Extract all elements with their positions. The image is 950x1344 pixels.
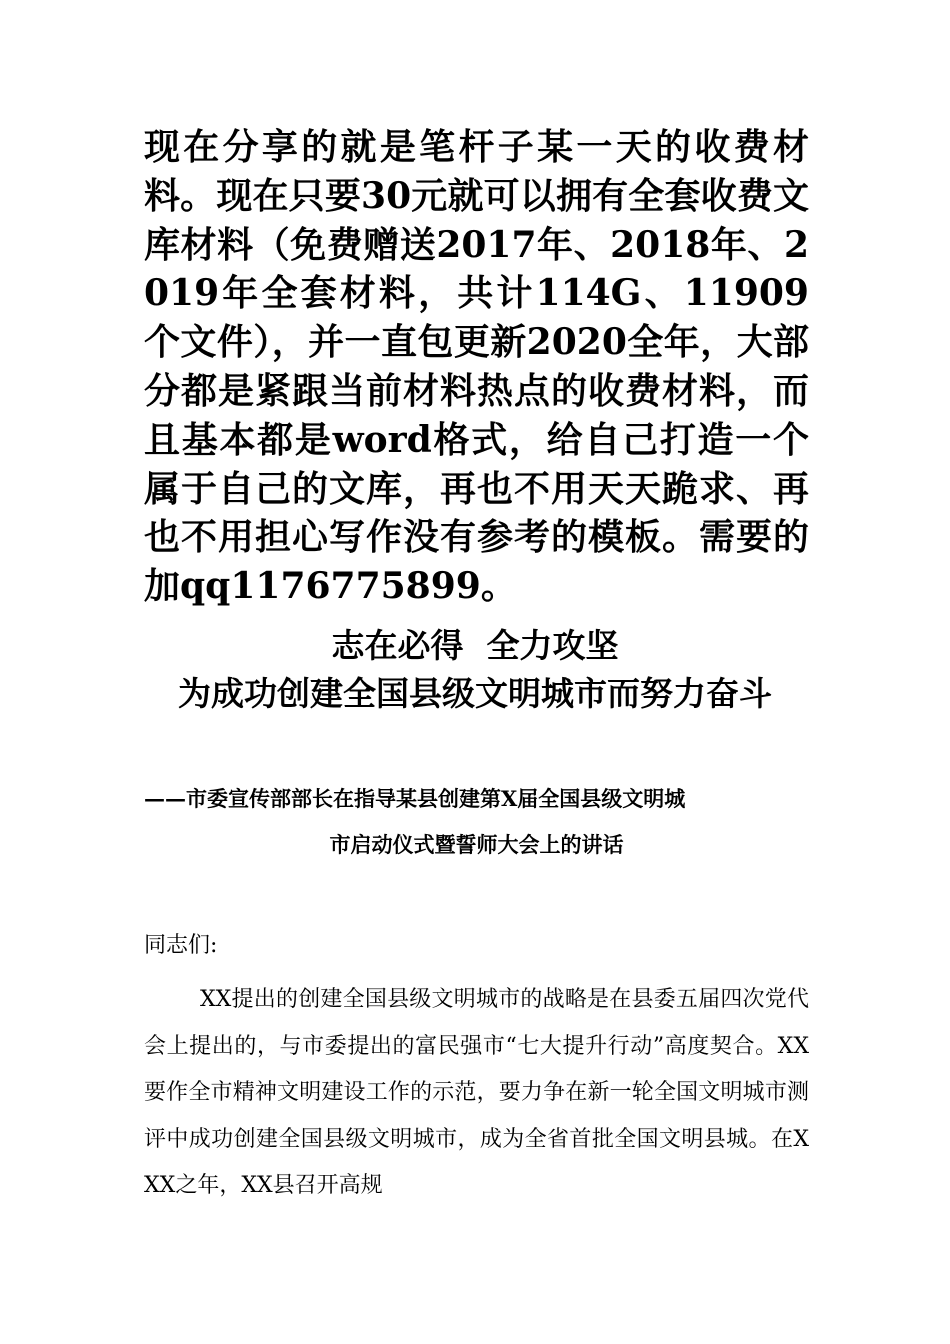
promo-paragraph: 现在分享的就是笔杆子某一天的收费材料。现在只要30元就可以拥有全套收费文库材料（免费赠送2017年、2018年、2019年全套材料，共计114G、11909个文件），并一直包更新2020全年，大部分都是紧跟当前材料热点的收费材料，而且基本都是word格式，给自己打造一个属于自己的文库，再也不用天天跪求、再也不用担心写作没有参考的模板。需要的加qq1176775899。 [144, 126, 809, 608]
document-subtitle-line-2: 市启动仪式暨誓师大会上的讲话 [329, 832, 624, 857]
body-paragraph: XX提出的创建全国县级文明城市的战略是在县委五届四次党代会上提出的，与市委提出的富民强市“七大提升行动”高度契合。XX要作全市精神文明建设工作的示范，要力争在新一轮全国文明城市测评中成功创建全国县级文明城市，成为全省首批全国文明县城。在XXX之年，XX县召开高规 [144, 987, 809, 1198]
salutation: 同志们: [144, 933, 218, 958]
document-title-line-2: 为成功创建全国县级文明城市而努力奋斗 [178, 674, 772, 713]
document-subtitle-line-1: ——市委宣传部部长在指导某县创建第X届全国县级文明城 [144, 786, 686, 811]
document-title-line-1: 志在必得 全力攻坚 [331, 626, 619, 665]
